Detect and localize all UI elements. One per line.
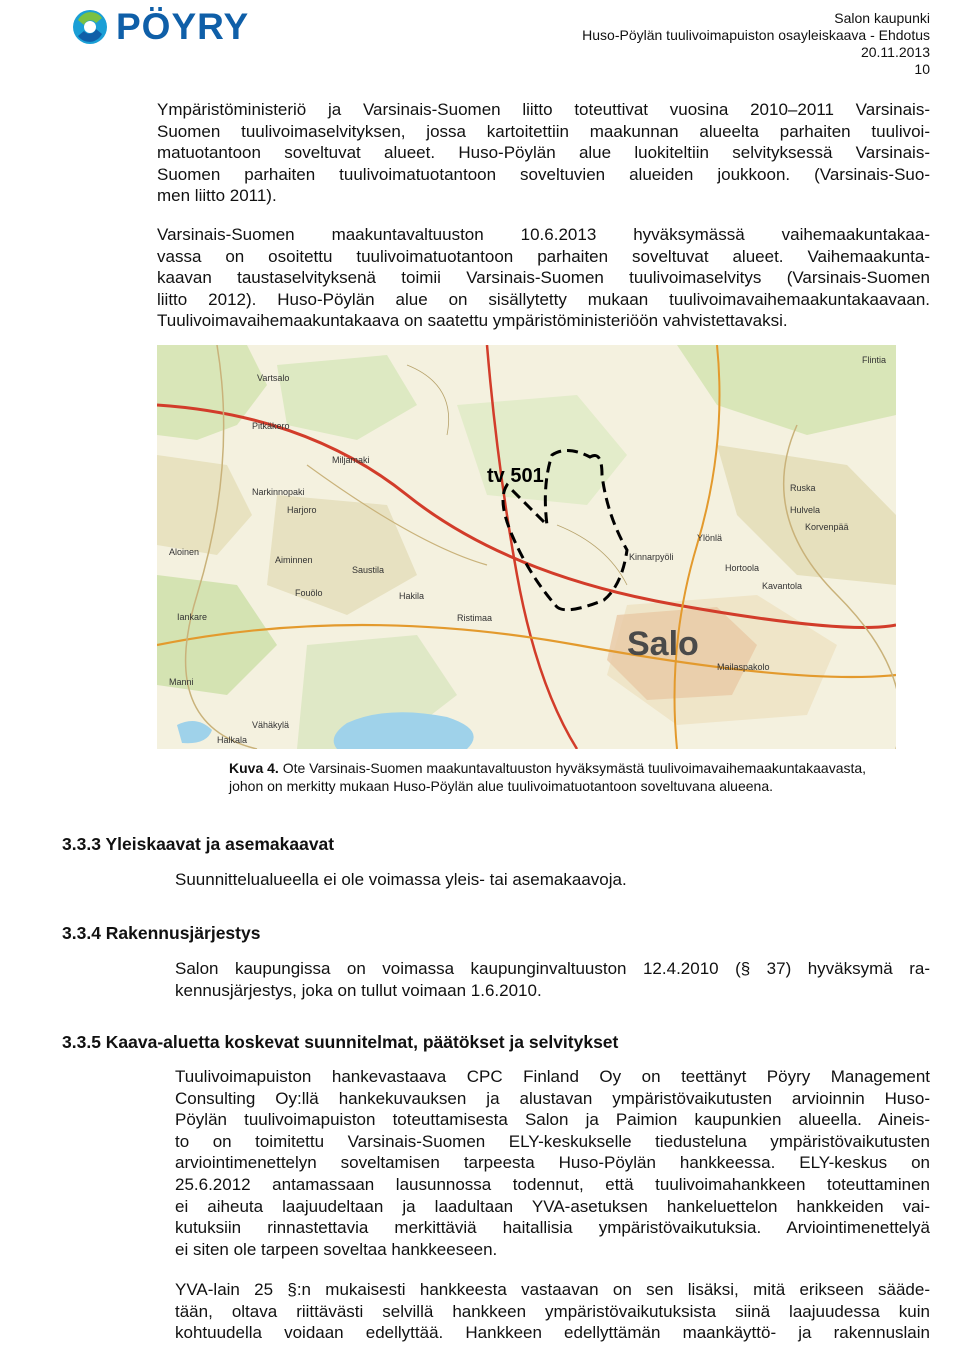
section-335-paragraph1 — [175, 1066, 930, 1260]
text-line: ei siten ole tarpeen soveltaa hankkeeseen. — [175, 1239, 498, 1259]
header-date: 20.11.2013 — [860, 44, 930, 60]
map-place-label: Pitkäkero — [252, 421, 290, 431]
poyry-logo — [70, 6, 305, 48]
map-place-label: Korvenpää — [805, 522, 849, 532]
map-place-label: Ylönlä — [697, 533, 723, 543]
map-place-label: Hakila — [399, 591, 425, 601]
map-place-label: Hortoola — [725, 563, 760, 573]
caption-label: Kuva 4. — [229, 760, 279, 776]
paragraph-windpower-survey — [157, 99, 930, 207]
text-line: Varsinais-Suomen maakuntavaltuuston 10.6.2013 hyväksymässä vaihemaakuntakaa- — [157, 225, 930, 244]
text-line: ei aiheuta laajuudeltaan ja laadultaan YVA-asetuksen hankeluettelon hankkeiden vai- — [175, 1196, 930, 1216]
figure-caption — [229, 759, 929, 795]
regional-plan-map — [157, 345, 896, 749]
map-place-label: Aloinen — [169, 547, 200, 557]
text-line: Salon kaupungissa on voimassa kaupunginvaltuuston 12.4.2010 (§ 37) hyväksymä ra- — [175, 959, 930, 978]
text-line: Tuulivoimapuiston hankevastaava CPC Finland Oy on teettänyt Pöyry Management — [175, 1067, 930, 1086]
logo-wordmark: PÖYRY — [116, 6, 250, 47]
page-header — [582, 10, 930, 78]
text-line: kutuksiin rinnastettavia merkittäviä haitallisia ympäristövaikutuksia. Arviointimenettelyä — [175, 1218, 930, 1238]
map-place-label: Vähäkylä — [252, 720, 290, 730]
caption-text-line1: Ote Varsinais-Suomen maakuntavaltuuston hyväksymästä tuulivoimavaihemaakuntakaavasta, — [278, 760, 867, 776]
text-line: YVA-lain 25 §:n mukaisesti hankkeesta vastaavan on sen lisäksi, mitä erikseen sääde- — [175, 1280, 930, 1299]
map-place-label: Flintia — [862, 355, 887, 365]
text-line: Tuulivoimavaihemaakuntakaava on saatettu ympäristöministeriöön vahvistettavaksi. — [157, 311, 788, 331]
map-place-label: Manni — [169, 677, 194, 687]
map-place-label: Halkala — [217, 735, 248, 745]
map-place-label: Kavantola — [762, 581, 803, 591]
map-image — [157, 345, 896, 749]
section-334-text — [175, 958, 930, 1001]
map-place-label: Aiminnen — [275, 555, 313, 565]
text-line: Ympäristöministeriö ja Varsinais-Suomen liitto toteuttivat vuosina 2010–2011 Varsinais- — [157, 100, 930, 119]
map-place-label: Mailaspakolo — [717, 662, 770, 672]
text-line: liitto 2012). Huso-Pöylän alue on sisällytetty mukaan tuulivoimavaihemaakuntakaavaan. — [157, 289, 930, 309]
text-line: to on toimitettu Varsinais-Suomen ELY-keskukselle tiedusteluna ympäristövaikutusten — [175, 1131, 930, 1151]
text-line: men liitto 2011). — [157, 186, 277, 206]
text-line: arviointimenettelyn soveltamisen tarpeesta Huso-Pöylän hankkeessa. ELY-keskus on — [175, 1153, 930, 1173]
map-place-label: Ruska — [790, 483, 816, 493]
map-city-label: Salo — [627, 625, 699, 663]
text-line: tään, oltava riittävästi selvillä hankkeen ympäristövaikutuksista siinä laajuudessa kuin — [175, 1301, 930, 1321]
map-label-area: tv 501 — [487, 465, 544, 487]
map-place-label: Fouölo — [295, 588, 323, 598]
text-line: kohtuudella voidaan edellyttää. Hankkeen edellyttämän maankäyttö- ja rakennuslain — [175, 1323, 930, 1343]
map-place-label: Ristimaa — [457, 613, 493, 623]
section-heading-335: 3.3.5 Kaava-aluetta koskevat suunnitelmat, päätökset ja selvitykset — [62, 1032, 619, 1052]
text-line: Pöylän tuulivoimapuiston toteuttamisesta Salon ja Paimion kaupunkien alueella. Aineis- — [175, 1110, 930, 1130]
text-line: kennusjärjestys, joka on tullut voimaan 1.6.2010. — [175, 980, 542, 1000]
section-heading-334: 3.3.4 Rakennusjärjestys — [62, 923, 261, 943]
header-page-number: 10 — [914, 61, 930, 77]
section-335-paragraph2 — [175, 1279, 930, 1344]
map-place-label: Narkinnopaki — [252, 487, 305, 497]
map-place-label: Miljamaki — [332, 455, 370, 465]
text-line: matuotantoon soveltuvat alueet. Huso-Pöylän alue luokiteltiin selvityksessä Varsinais- — [157, 143, 930, 163]
text-line: 25.6.2012 antamassaan lausunnossa todennut, että tuulivoimahankkeen toteuttaminen — [175, 1174, 930, 1194]
text-line: Suomen tuulivoimaselvityksen, jossa kartoitettiin maakunnan alueelta parhaiten tuulivoi- — [157, 121, 930, 141]
section-333-text — [175, 869, 930, 891]
section-heading-333: 3.3.3 Yleiskaavat ja asemakaavat — [62, 834, 335, 854]
text-line: Consulting Oy:llä hankekuvauksen ja alustavan ympäristövaikutusten arvioinnin Huso- — [175, 1088, 930, 1108]
map-place-label: Saustila — [352, 565, 385, 575]
map-place-label: Harjoro — [287, 505, 317, 515]
text-line: vassa on osoitettu tuulivoimatuotantoon parhaiten soveltuvat alueet. Vaihemaakunta- — [157, 246, 930, 266]
map-place-label: Iankare — [177, 612, 208, 622]
map-place-label: Hulvela — [790, 505, 821, 515]
text-line: Suomen parhaiten tuulivoimatuotantoon soveltuvien alueiden joukkoon. (Varsinais-Suo- — [157, 164, 930, 184]
header-client: Salon kaupunki — [834, 10, 930, 26]
map-place-label: Vartsalo — [257, 373, 290, 383]
text-line: kaavan taustaselvityksenä toimii Varsinais-Suomen tuulivoimaselvitys (Varsinais-Suomen — [157, 268, 930, 288]
header-document-title: Huso-Pöylän tuulivoimapuiston osayleiskaava - Ehdotus — [582, 27, 930, 43]
text-line: Suunnittelualueella ei ole voimassa yleis- tai asemakaavoja. — [175, 870, 627, 889]
caption-text-line2: johon on merkitty mukaan Huso-Pöylän alue tuulivoimatuotantoon soveltuvana alueena. — [229, 778, 774, 794]
map-place-label: Kinnarpyöli — [629, 552, 674, 562]
paragraph-regional-plan — [157, 224, 930, 332]
